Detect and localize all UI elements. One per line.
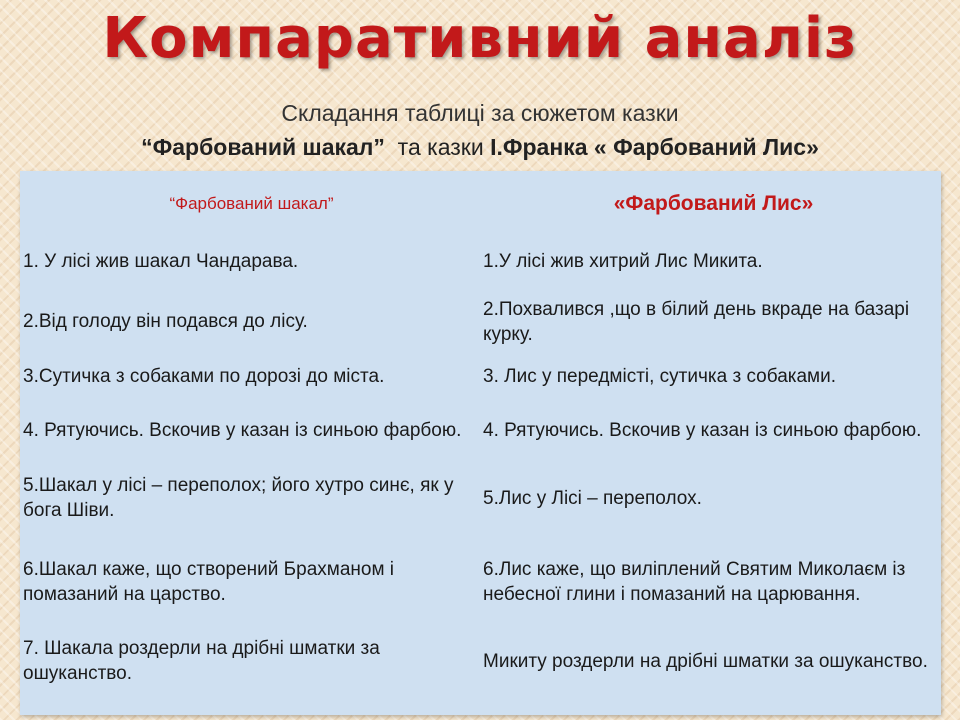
subtitle-tale-2: І.Франка « Фарбований Лис» — [490, 134, 819, 160]
subtitle-line-1: Складання таблиці за сюжетом казки — [281, 100, 679, 126]
table-cell-fox: 4. Рятуючись. Вскочив у казан із синьою фарбою. — [483, 419, 922, 441]
table-cell-fox: 6.Лис каже, що виліплений Святим Миколаєм із небесної глини і помазаний на царювання. — [483, 559, 906, 605]
table-cell-jackal: 4. Рятуючись. Вскочив у казан із синьою фарбою. — [23, 419, 462, 441]
subtitle-connector: та казки — [384, 134, 491, 160]
table-cell-jackal: 3.Сутичка з собаками по дорозі до міста. — [23, 365, 385, 387]
table-cell-fox: 1.У лісі жив хитрий Лис Микита. — [483, 251, 763, 272]
comparison-table — [20, 171, 941, 715]
subtitle-tale-1: “Фарбований шакал” — [141, 134, 385, 160]
table-row — [20, 288, 944, 355]
table-row — [20, 533, 944, 631]
table-row — [20, 235, 944, 288]
table-row — [20, 463, 944, 533]
table-cell-fox: 5.Лис у Лісі – переполох. — [483, 487, 702, 509]
table-row — [20, 397, 944, 463]
header-fox: «Фарбований Лис» — [613, 191, 814, 215]
table-cell-fox: 3. Лис у передмісті, сутичка з собаками. — [483, 365, 837, 387]
table-cell-jackal: 2.Від голоду він подався до лісу. — [23, 311, 308, 332]
table-row — [20, 631, 944, 691]
header-jackal: “Фарбований шакал” — [169, 193, 334, 213]
table-header-row — [20, 171, 944, 235]
table-row — [20, 355, 944, 397]
table-cell-jackal: 7. Шакала роздерли на дрібні шматки за ошуканство. — [23, 638, 380, 684]
table-cell-jackal: 6.Шакал каже, що створений Брахманом і помазаний на царство. — [23, 559, 395, 605]
table-cell-jackal: 1. У лісі жив шакал Чандарава. — [23, 251, 299, 272]
table-cell-fox: Микиту роздерли на дрібні шматки за ошуканство. — [483, 650, 928, 672]
table-cell-fox: 2.Похвалився ,що в білий день вкраде на базарі курку. — [483, 298, 910, 345]
subtitle-line-2 — [0, 134, 960, 161]
slide-title: Компаративний аналіз — [102, 6, 858, 71]
table-cell-jackal: 5.Шакал у лісі – переполох; його хутро синє, як у бога Шіви. — [23, 475, 454, 521]
